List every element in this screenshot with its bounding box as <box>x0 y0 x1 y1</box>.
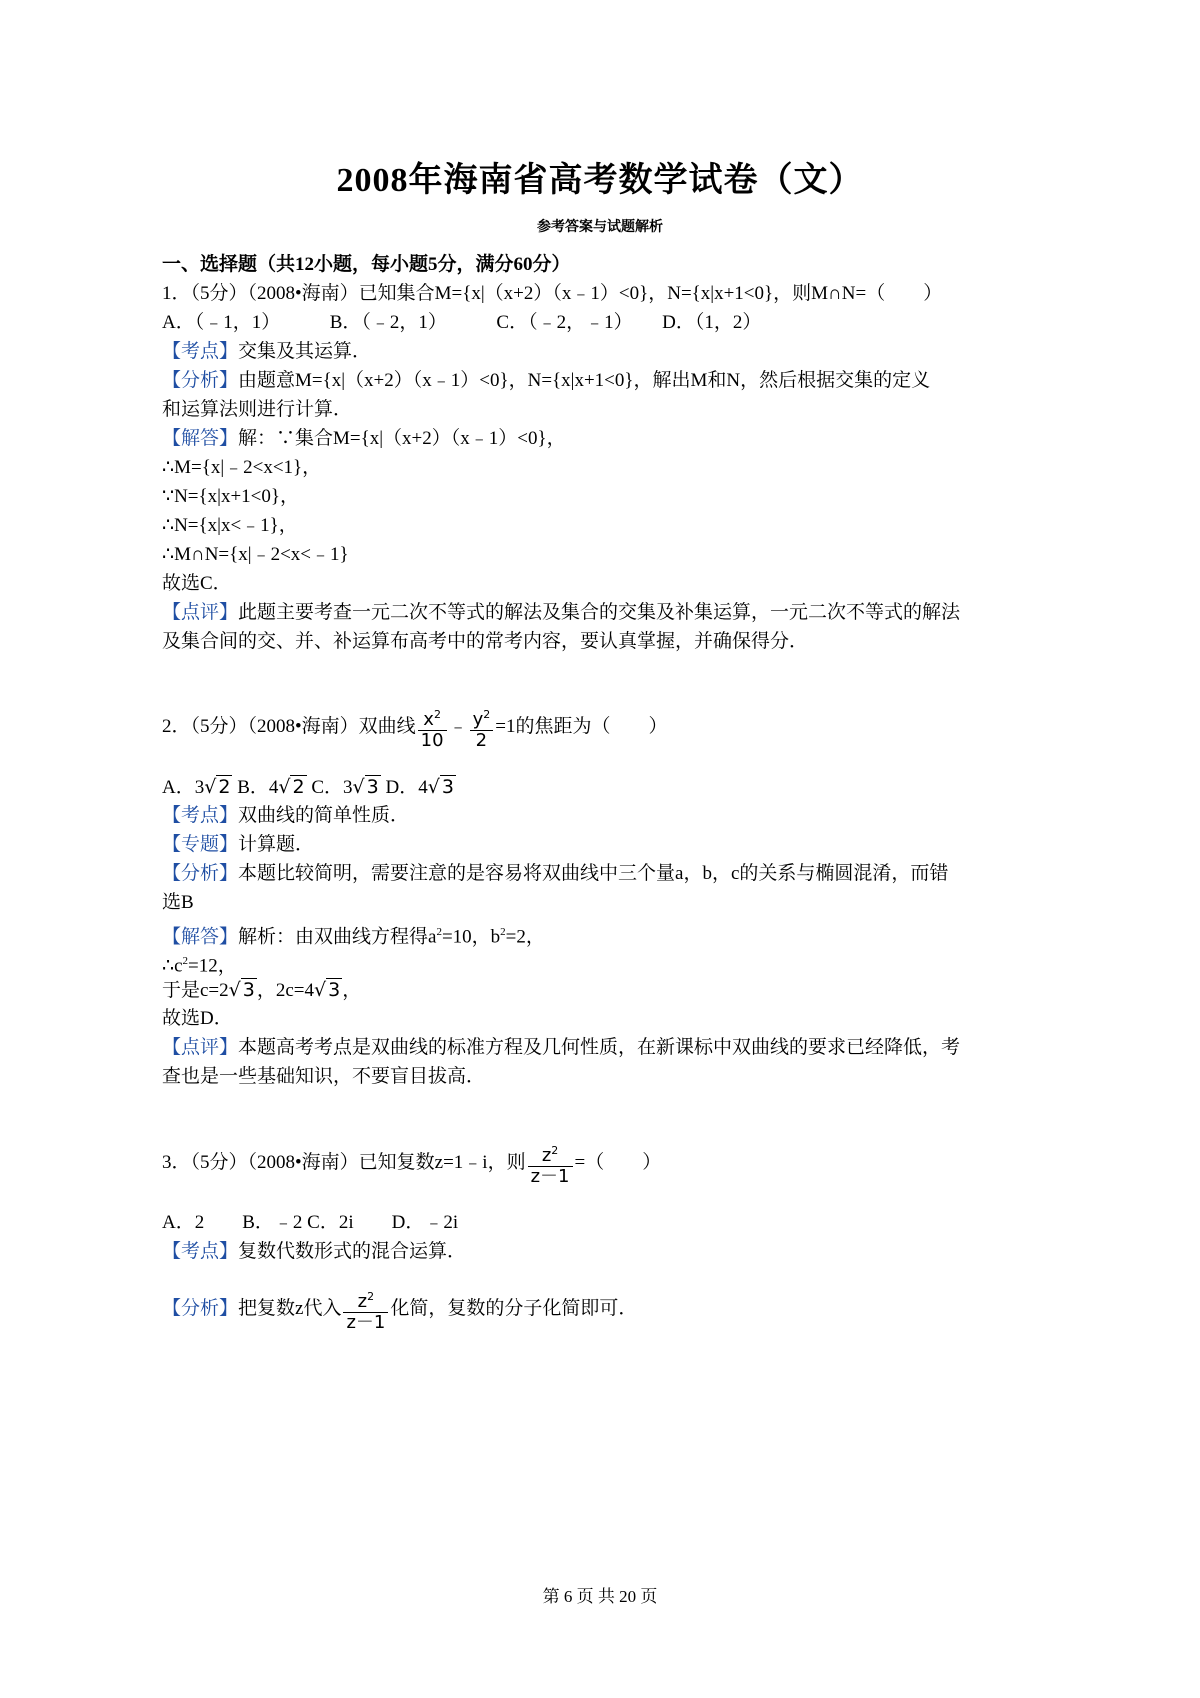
q1-jieda-text: 解：∵集合M={x|（x+2）（x﹣1）<0}， <box>238 428 566 449</box>
q2-frac1-den: 10 <box>420 729 444 751</box>
q2-option-c-radicand: 3 <box>366 776 379 798</box>
q1-dianping-text-2: 及集合间的交、并、补运算布高考中的常考内容，要认真掌握，并确保得分． <box>162 631 809 652</box>
jieda-tag: 【解答】 <box>162 926 239 948</box>
page-subtitle: 参考答案与试题解析 <box>537 220 663 235</box>
q1-kaodian <box>162 337 1072 367</box>
fenxi-tag: 【分析】 <box>162 863 239 884</box>
q2-step1-pre: ∴c <box>162 955 183 977</box>
q2-option-b-radicand: 2 <box>292 776 305 798</box>
q1-dianping-text-1: 此题主要考查一元二次不等式的解法及集合的交集及补集运算，一元二次不等式的解法 <box>238 602 961 623</box>
q2-step-2 <box>162 975 1072 1005</box>
q2-option-c: C．3 <box>311 777 353 798</box>
q3-fraction <box>528 1141 573 1187</box>
q2-option-b-root: √ 2 <box>278 776 305 798</box>
q3-kaodian <box>162 1237 1072 1267</box>
q2-option-b: B．4 <box>237 777 279 798</box>
q1-step-2: ∵N={x|x+1<0}， <box>162 486 299 507</box>
q2-option-c-root: √ 3 <box>352 776 379 798</box>
q3-fenxi-pre: 把复数z代入 <box>238 1298 342 1319</box>
q1-dianping <box>162 598 1072 628</box>
q2-jieda-mid: =10，b <box>441 926 501 948</box>
q2-fenxi-text-2: 选B <box>162 892 194 913</box>
page-title: 2008年海南省高考数学试卷（文） <box>336 162 864 199</box>
q2-jieda-sup-b: 2 <box>500 926 506 938</box>
q1-option-c: C．（﹣2，﹣1） <box>496 312 633 333</box>
q2-frac2-sup: 2 <box>483 707 491 721</box>
q2-step2-pre: 于是c=2 <box>162 980 229 1001</box>
q2-jieda-sup-a: 2 <box>436 926 442 938</box>
q1-step-1: ∴M={x|﹣2<x<1}， <box>162 457 322 478</box>
q1-step-5: 故选C． <box>162 573 232 594</box>
q2-jieda-post: =2， <box>505 926 545 948</box>
q3-frac-num: z <box>541 1144 552 1166</box>
dianping-tag: 【点评】 <box>162 1037 239 1058</box>
q3-fenxi-post: 化简，复数的分子化简即可． <box>390 1298 638 1319</box>
q2-stem <box>162 700 1072 754</box>
q2-frac2-num: y <box>472 708 484 730</box>
q3-stem-pre: 3．（5分）（2008•海南）已知复数z=1﹣i，则 <box>162 1152 526 1173</box>
q3-kaodian-text: 复数代数形式的混合运算． <box>238 1241 467 1262</box>
q2-step2-root-1: √ 3 <box>228 979 255 1001</box>
q2-step2-post: ， <box>342 980 362 1001</box>
q3-fenxi-frac-den: z－1 <box>346 1311 386 1333</box>
kaodian-tag: 【考点】 <box>162 341 239 362</box>
q2-step2-radicand-1: 3 <box>242 979 255 1001</box>
q2-fraction-y <box>470 705 494 751</box>
q3-fenxi <box>162 1282 1072 1336</box>
q2-step1-post: =12， <box>188 955 237 977</box>
q2-dianping <box>162 1033 1072 1063</box>
q1-option-d: D．（1，2） <box>662 312 762 333</box>
q3-stem-post: =（ ） <box>574 1152 662 1173</box>
q1-options <box>162 308 1072 338</box>
q2-option-a-root: √ 2 <box>204 776 231 798</box>
q2-step2-radicand-2: 3 <box>328 979 341 1001</box>
q1-option-b: B．（﹣2，1） <box>329 312 447 333</box>
q2-jieda-pre: 解析：由双曲线方程得a <box>238 926 437 948</box>
q3-fenxi-fraction <box>343 1287 388 1333</box>
q2-jieda <box>162 917 1072 947</box>
q2-kaodian-text: 双曲线的简单性质． <box>238 805 410 826</box>
q2-frac1-num: x <box>423 708 434 730</box>
q3-fenxi-frac-sup: 2 <box>367 1289 375 1303</box>
q1-fenxi <box>162 366 1072 396</box>
q2-minus: ﹣ <box>448 716 468 737</box>
q2-option-a: A．3 <box>162 777 205 798</box>
q1-fenxi-text-1: 由题意M={x|（x+2）（x﹣1）<0}，N={x|x+1<0}，解出M和N，然后根据交集的定义 <box>238 370 931 391</box>
q1-stem: 1．（5分）（2008•海南）已知集合M={x|（x+2）（x﹣1）<0}，N={x|x+1<0}，则M∩N=（ ） <box>162 283 943 304</box>
q2-option-d: D．4 <box>385 777 428 798</box>
q2-stem-post: =1的焦距为（ ） <box>495 716 668 737</box>
page-footer: 第 6 页 共 20 页 <box>542 1587 658 1606</box>
q1-option-a: A．（﹣1，1） <box>162 312 281 333</box>
q2-step-3: 故选D． <box>162 1008 233 1029</box>
q2-zhuanti <box>162 830 1072 860</box>
q2-zhuanti-text: 计算题． <box>238 834 315 855</box>
q2-fraction-x <box>418 705 447 751</box>
q3-stem <box>162 1136 1072 1190</box>
kaodian-tag: 【考点】 <box>162 1241 239 1262</box>
q2-option-a-radicand: 2 <box>218 776 231 798</box>
q1-fenxi-text-2: 和运算法则进行计算． <box>162 399 353 420</box>
q2-step-1 <box>162 946 1072 976</box>
q3-frac-sup: 2 <box>551 1143 559 1157</box>
jieda-tag: 【解答】 <box>162 428 239 449</box>
zhuanti-tag: 【专题】 <box>162 834 239 855</box>
q1-kaodian-text: 交集及其运算． <box>238 341 372 362</box>
q2-option-d-root: √ 3 <box>427 776 454 798</box>
q2-fenxi <box>162 859 1072 889</box>
dianping-tag: 【点评】 <box>162 602 239 623</box>
q2-fenxi-text-1: 本题比较简明，需要注意的是容易将双曲线中三个量a，b，c的关系与椭圆混淆，而错 <box>238 863 949 884</box>
q1-jieda <box>162 424 1072 454</box>
q2-options <box>162 772 1072 802</box>
q2-stem-pre: 2．（5分）（2008•海南）双曲线 <box>162 716 416 737</box>
q1-step-4: ∴M∩N={x|﹣2<x<﹣1} <box>162 544 349 565</box>
q3-fenxi-frac-num: z <box>357 1290 368 1312</box>
q2-frac2-den: 2 <box>475 729 488 751</box>
section-heading: 一、选择题（共12小题，每小题5分，满分60分） <box>162 254 571 275</box>
q2-step1-sup: 2 <box>182 955 189 967</box>
q2-dianping-text-1: 本题高考考点是双曲线的标准方程及几何性质，在新课标中双曲线的要求已经降低，考 <box>238 1037 961 1058</box>
fenxi-tag: 【分析】 <box>162 1298 239 1319</box>
q2-step2-mid: ，2c=4 <box>256 980 315 1001</box>
q3-frac-den: z－1 <box>530 1165 570 1187</box>
fenxi-tag: 【分析】 <box>162 370 239 391</box>
q1-step-3: ∴N={x|x<﹣1}， <box>162 515 298 536</box>
q2-step2-root-2: √ 3 <box>314 979 341 1001</box>
q2-option-d-radicand: 3 <box>441 776 454 798</box>
q2-frac1-sup: 2 <box>433 707 441 721</box>
q3-options: A．2 B．﹣2 C．2i D．﹣2i <box>162 1212 459 1233</box>
kaodian-tag: 【考点】 <box>162 805 239 826</box>
q2-kaodian <box>162 801 1072 831</box>
q2-dianping-text-2: 查也是一些基础知识，不要盲目拔高． <box>162 1066 486 1087</box>
